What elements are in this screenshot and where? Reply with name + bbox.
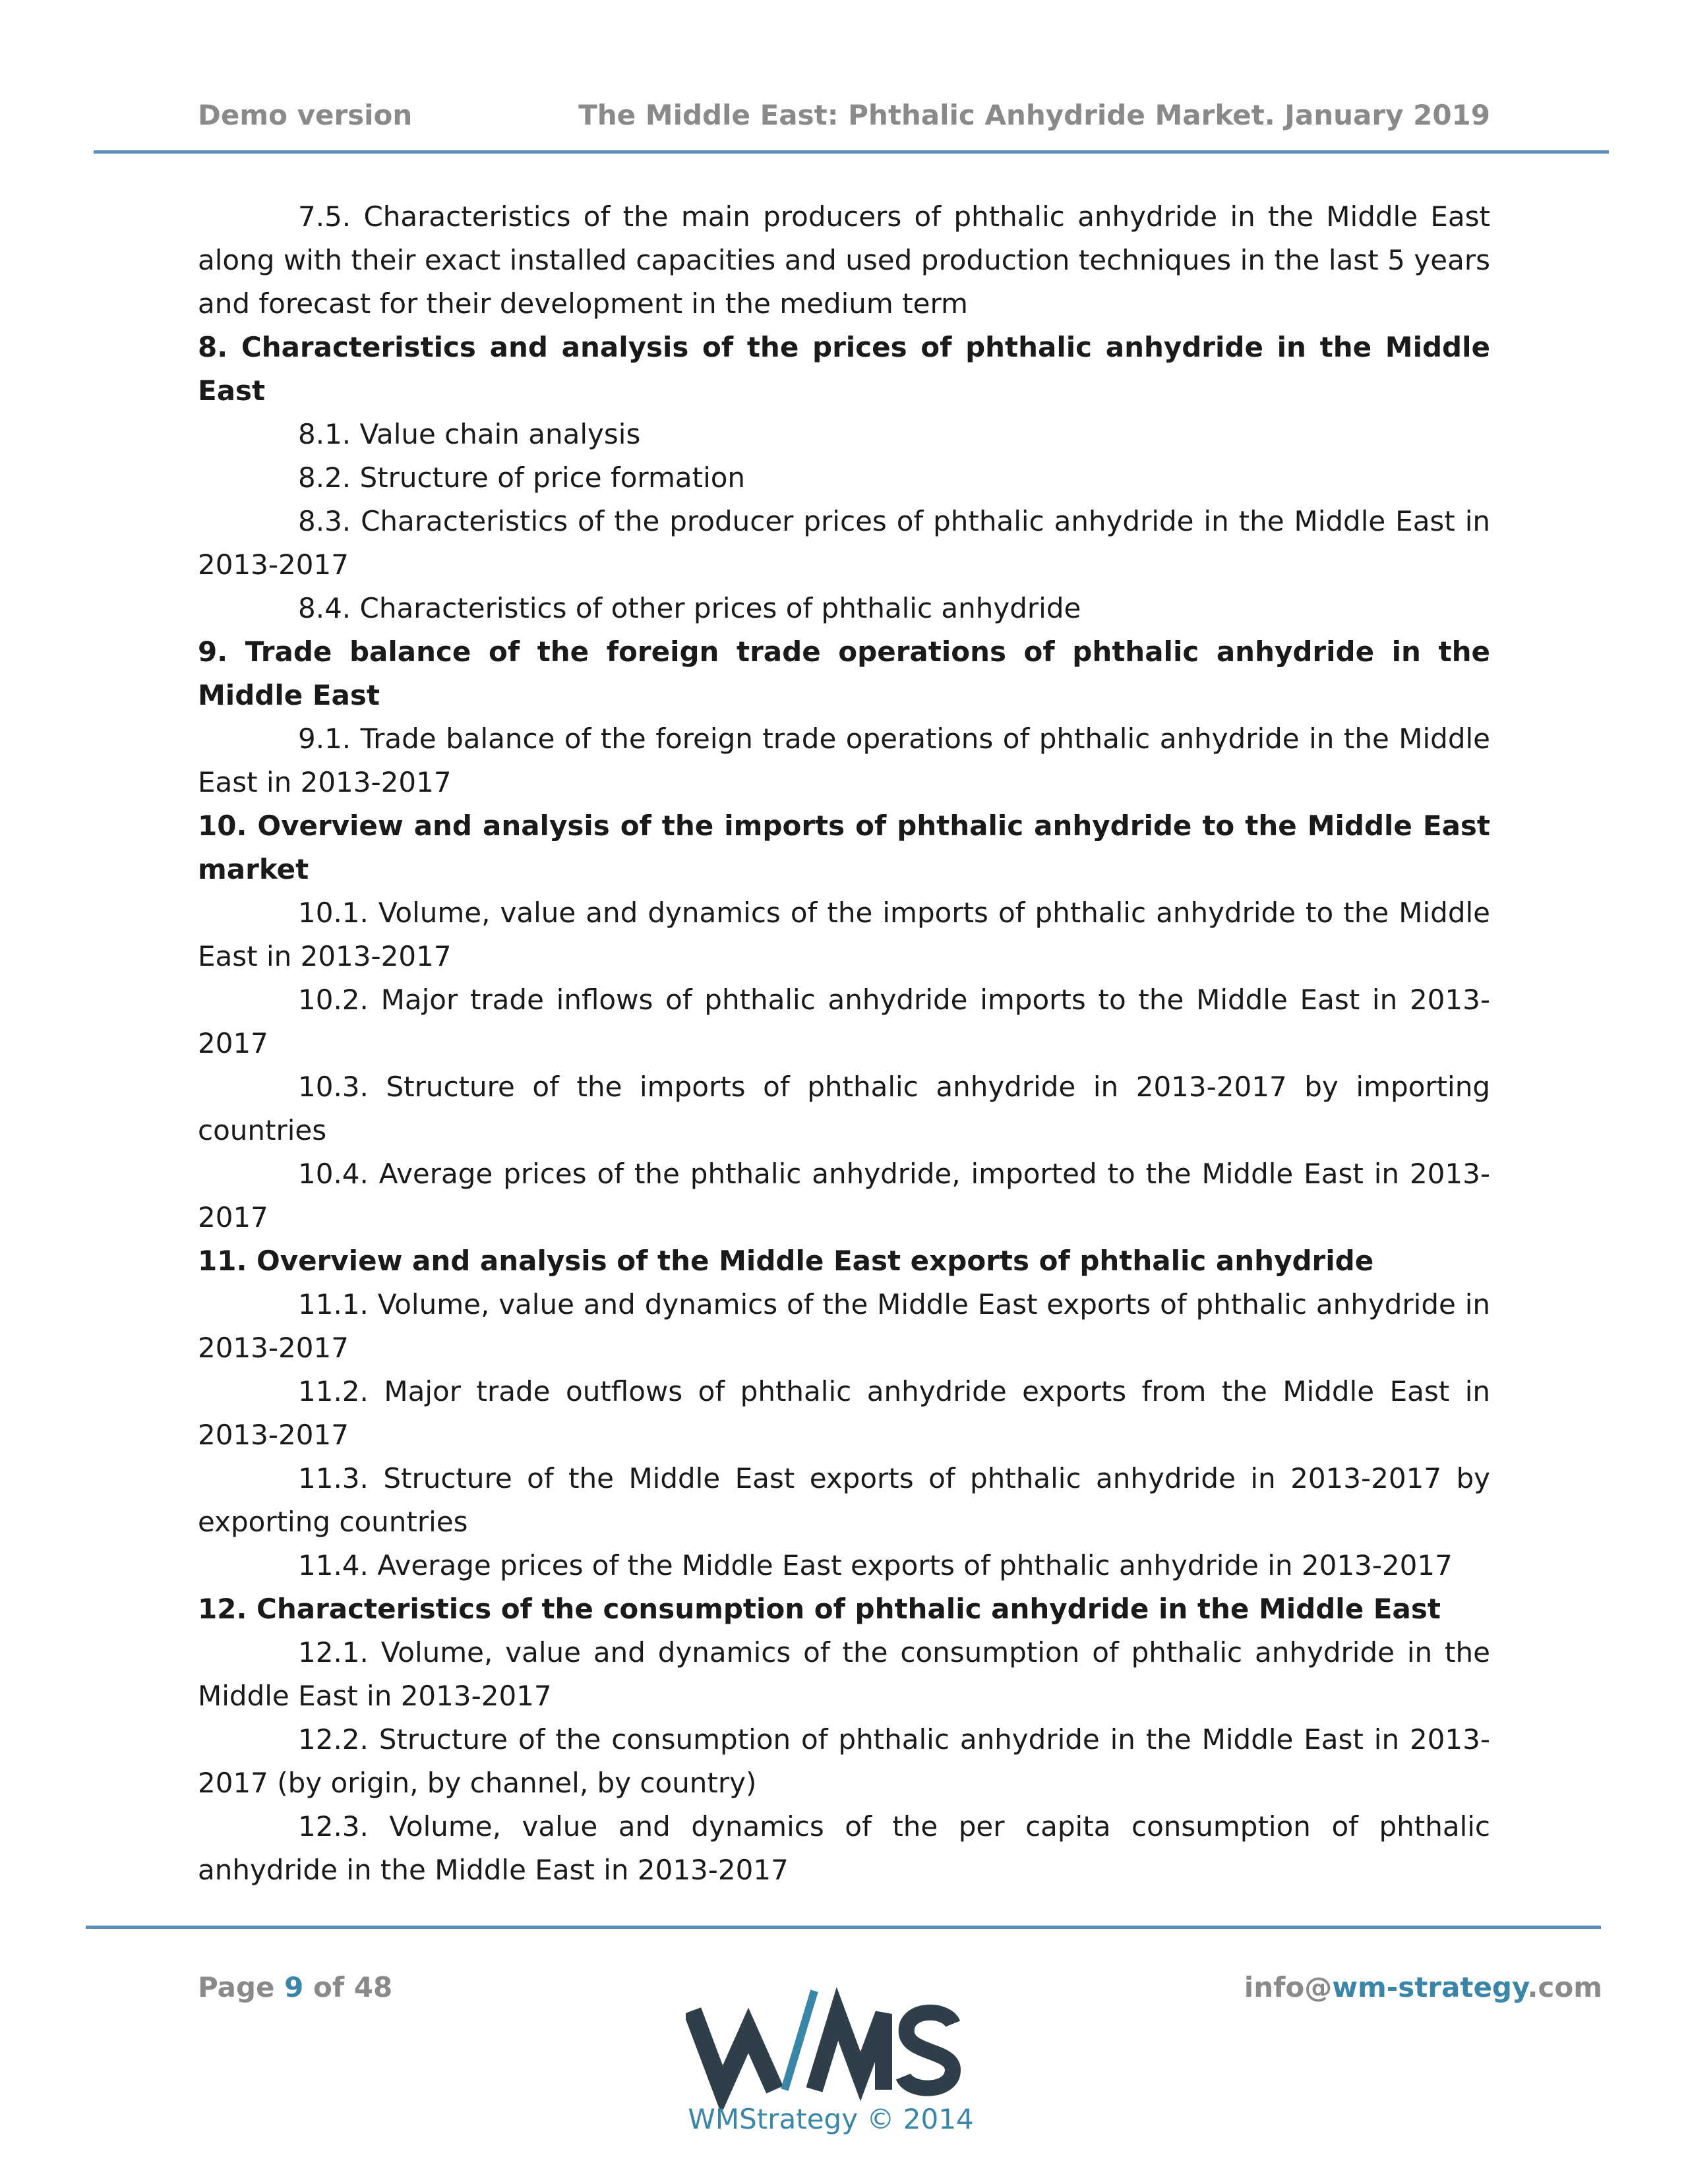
email-tld: .com: [1527, 1971, 1602, 2003]
page-number: [198, 1971, 392, 2003]
page-header: [198, 99, 1490, 138]
toc-entry: 8.1. Value chain analysis: [298, 418, 641, 450]
toc-entry: 7.5. Characteristics of the main producers of phthalic anhydride in the Middle East along with their exact installed capacities and used production techniques in the last 5 years and forecast for their development in the medium term: [198, 200, 1490, 320]
toc-entry: 10.2. Major trade inflows of phthalic anhydride imports to the Middle East in 2013-2017: [198, 984, 1490, 1059]
toc-section-heading: 11. Overview and analysis of the Middle East exports of phthalic anhydride: [198, 1245, 1374, 1277]
toc-entry: 8.4. Characteristics of other prices of phthalic anhydride: [298, 592, 1081, 624]
toc-section-heading: 10. Overview and analysis of the imports of phthalic anhydride to the Middle East market: [198, 810, 1490, 885]
contact-email[interactable]: [1244, 1971, 1602, 2003]
toc-section-heading: 8. Characteristics and analysis of the prices of phthalic anhydride in the Middle East: [198, 331, 1490, 407]
logo-caption: WMStrategy © 2014: [688, 2103, 974, 2135]
toc-section-heading: 12. Characteristics of the consumption of phthalic anhydride in the Middle East: [198, 1593, 1441, 1625]
toc-entry: 11.4. Average prices of the Middle East exports of phthalic anhydride in 2013-2017: [298, 1549, 1453, 1581]
toc-entry: 12.2. Structure of the consumption of phthalic anhydride in the Middle East in 2013-2017 (by origin, by channel, by country): [198, 1723, 1490, 1799]
toc-entry: 8.3. Characteristics of the producer prices of phthalic anhydride in the Middle East in 2013-2017: [198, 505, 1490, 581]
current-page-number: 9: [284, 1971, 304, 2003]
toc-entry: 10.1. Volume, value and dynamics of the imports of phthalic anhydride to the Middle East in 2013-2017: [198, 897, 1490, 972]
toc-entry: 12.1. Volume, value and dynamics of the consumption of phthalic anhydride in the Middle East in 2013-2017: [198, 1636, 1490, 1712]
email-domain: wm-strategy: [1332, 1971, 1528, 2003]
toc-entry: 10.4. Average prices of the phthalic anhydride, imported to the Middle East in 2013-2017: [198, 1158, 1490, 1233]
header-demo-label: Demo version: [198, 99, 413, 131]
total-pages: of 48: [303, 1971, 393, 2003]
toc-section-heading: 9. Trade balance of the foreign trade operations of phthalic anhydride in the Middle East: [198, 635, 1490, 711]
header-document-title: The Middle East: Phthalic Anhydride Market. January 2019: [578, 99, 1490, 131]
toc-entry: 11.1. Volume, value and dynamics of the Middle East exports of phthalic anhydride in 2013-2017: [198, 1288, 1490, 1364]
page-label: Page: [198, 1971, 285, 2003]
toc-entry: 11.3. Structure of the Middle East exports of phthalic anhydride in 2013-2017 by exporting countries: [198, 1462, 1490, 1538]
table-of-contents: [198, 195, 1490, 1892]
toc-entry: 12.3. Volume, value and dynamics of the per capita consumption of phthalic anhydride in the Middle East in 2013-2017: [198, 1810, 1490, 1886]
toc-entry: 8.2. Structure of price formation: [298, 461, 746, 494]
toc-entry: 11.2. Major trade outflows of phthalic anhydride exports from the Middle East in 2013-2017: [198, 1375, 1490, 1451]
header-divider: [94, 150, 1609, 154]
wms-logo: [686, 1978, 963, 2110]
footer-divider: [86, 1926, 1601, 1929]
email-user: info@: [1244, 1971, 1333, 2003]
toc-entry: 10.3. Structure of the imports of phthalic anhydride in 2013-2017 by importing countries: [198, 1071, 1490, 1146]
toc-entry: 9.1. Trade balance of the foreign trade operations of phthalic anhydride in the Middle East in 2013-2017: [198, 723, 1490, 798]
